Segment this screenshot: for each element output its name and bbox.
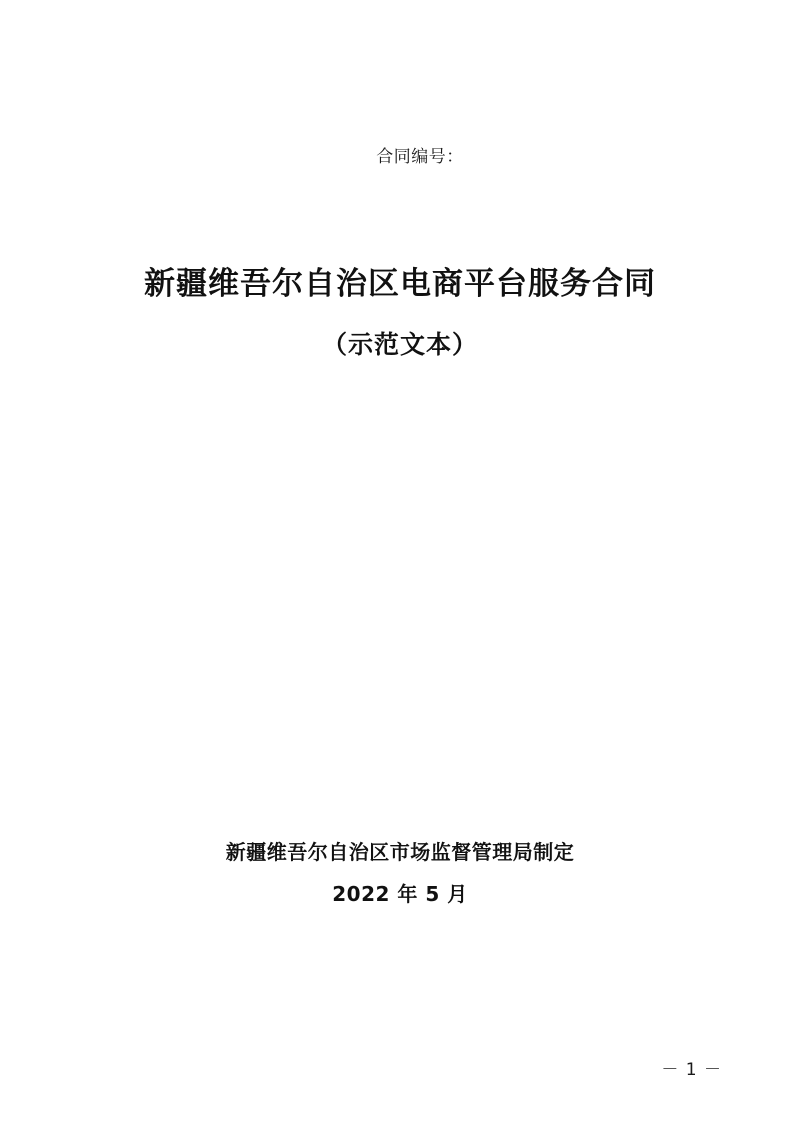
page-subtitle: （示范文本） (321, 330, 478, 359)
page-title: 新疆维吾尔自治区电商平台服务合同 (144, 266, 656, 302)
issuing-authority: 新疆维吾尔自治区市场监督管理局制定 (225, 840, 575, 864)
contract-number-label: 合同编号： (376, 147, 464, 167)
issue-date: 2022 年 5 月 (332, 882, 468, 906)
page-number: － 1 － (661, 1060, 722, 1080)
